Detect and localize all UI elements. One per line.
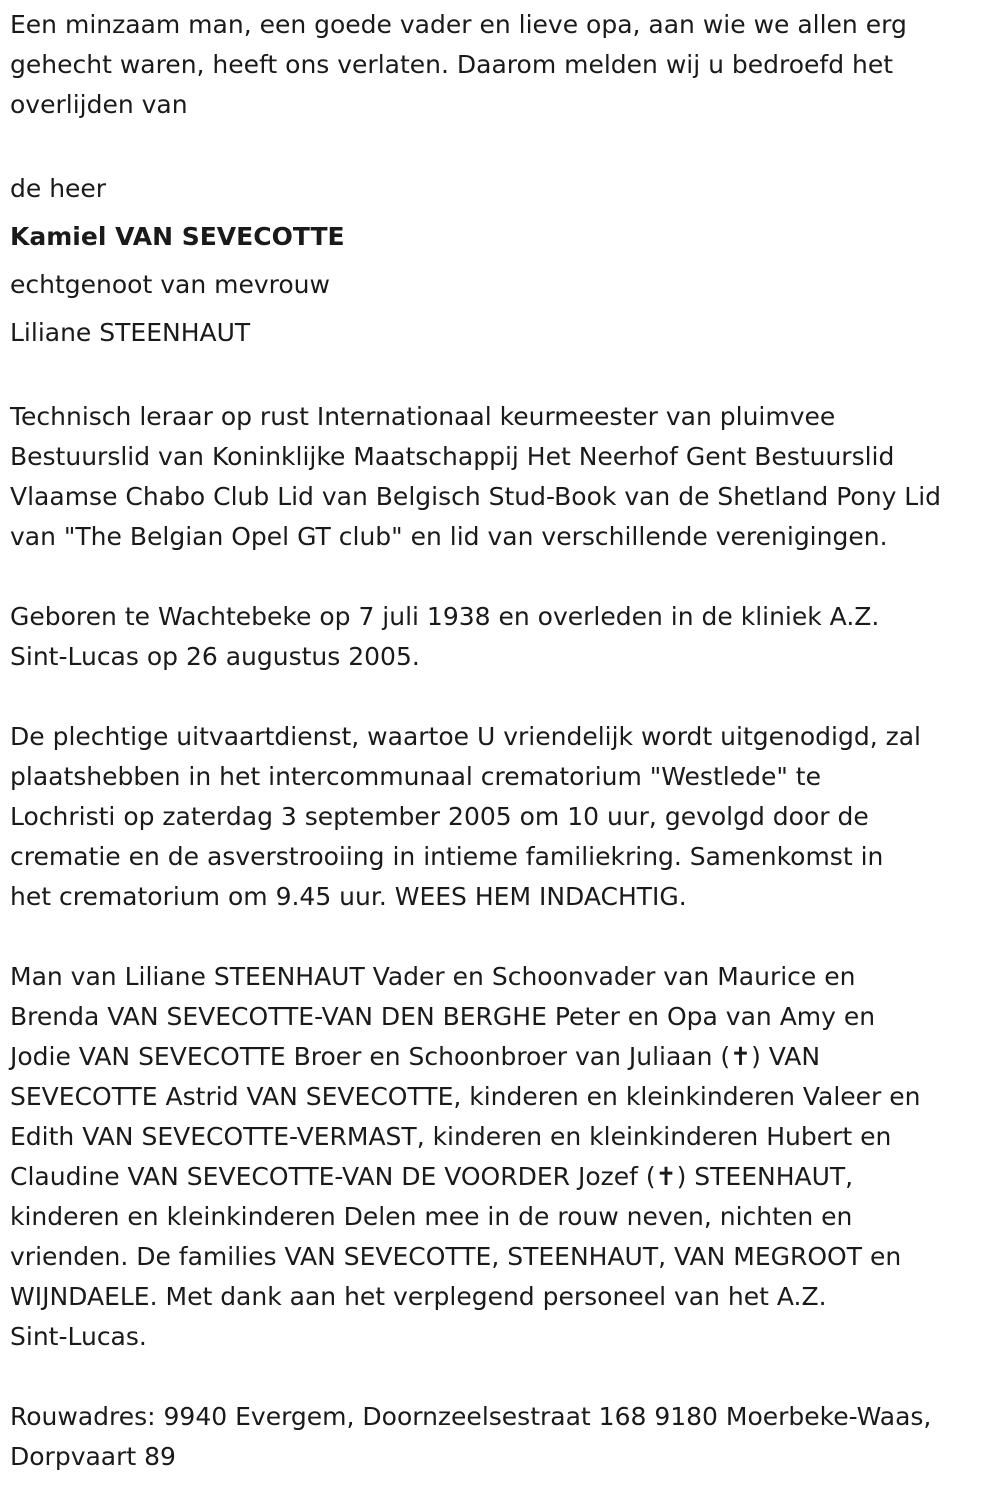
spacer (10, 557, 990, 597)
text-line: Edith VAN SEVECOTTE-VERMAST, kinderen en kleinkinderen Hubert en (10, 1122, 892, 1151)
spouse-label: echtgenoot van mevrouw (10, 270, 330, 299)
text-line: Bestuurslid van Koninklijke Maatschappij Het Neerhof Gent Bestuurslid (10, 442, 895, 471)
text-line: Dorpvaart 89 (10, 1442, 176, 1471)
deceased-name: Kamiel VAN SEVECOTTE (10, 222, 345, 251)
address-paragraph (10, 1397, 990, 1477)
family-paragraph (10, 957, 990, 1357)
spouse-name: Liliane STEENHAUT (10, 318, 251, 347)
functions-paragraph (10, 397, 990, 557)
text-line: Rouwadres: 9940 Evergem, Doornzeelsestraat 168 9180 Moerbeke-Waas, (10, 1402, 932, 1431)
spacer (10, 357, 990, 397)
text-line: het crematorium om 9.45 uur. WEES HEM INDACHTIG. (10, 882, 687, 911)
ceremony-paragraph (10, 717, 990, 917)
text-line: Lochristi op zaterdag 3 september 2005 om 10 uur, gevolgd door de (10, 802, 869, 831)
text-line: kinderen en kleinkinderen Delen mee in de rouw neven, nichten en (10, 1202, 853, 1231)
text-line: Sint-Lucas op 26 augustus 2005. (10, 642, 420, 671)
text-line: plaatshebben in het intercommunaal crematorium "Westlede" te (10, 762, 821, 791)
spacer (10, 1357, 990, 1397)
text-line: WIJNDAELE. Met dank aan het verplegend personeel van het A.Z. (10, 1282, 827, 1311)
text-line: Claudine VAN SEVECOTTE-VAN DE VOORDER Jozef (✝) STEENHAUT, (10, 1162, 854, 1191)
deceased-title: de heer (10, 174, 107, 203)
text-line: Technisch leraar op rust Internationaal keurmeester van pluimvee (10, 402, 836, 431)
spacer (10, 125, 990, 165)
text-line: vrienden. De families VAN SEVECOTTE, STEENHAUT, VAN MEGROOT en (10, 1242, 902, 1271)
deceased-block (10, 165, 990, 357)
text-line: Man van Liliane STEENHAUT Vader en Schoonvader van Maurice en (10, 962, 856, 991)
text-line: Geboren te Wachtebeke op 7 juli 1938 en overleden in de kliniek A.Z. (10, 602, 880, 631)
text-line: SEVECOTTE Astrid VAN SEVECOTTE, kinderen en kleinkinderen Valeer en (10, 1082, 921, 1111)
text-line: Een minzaam man, een goede vader en lieve opa, aan wie we allen erg (10, 10, 907, 39)
text-line: Jodie VAN SEVECOTTE Broer en Schoonbroer van Juliaan (✝) VAN (10, 1042, 821, 1071)
text-line: van "The Belgian Opel GT club" en lid van verschillende verenigingen. (10, 522, 888, 551)
text-line: Brenda VAN SEVECOTTE-VAN DEN BERGHE Peter en Opa van Amy en (10, 1002, 876, 1031)
intro-paragraph (10, 5, 990, 125)
text-line: overlijden van (10, 90, 188, 119)
text-line: gehecht waren, heeft ons verlaten. Daarom melden wij u bedroefd het (10, 50, 894, 79)
text-line: De plechtige uitvaartdienst, waartoe U vriendelijk wordt uitgenodigd, zal (10, 722, 921, 751)
text-line: crematie en de asverstrooiing in intieme familiekring. Samenkomst in (10, 842, 884, 871)
text-line: Sint-Lucas. (10, 1322, 147, 1351)
text-line: Vlaamse Chabo Club Lid van Belgisch Stud-Book van de Shetland Pony Lid (10, 482, 942, 511)
birth-death-paragraph (10, 597, 990, 677)
spacer (10, 917, 990, 957)
spacer (10, 677, 990, 717)
